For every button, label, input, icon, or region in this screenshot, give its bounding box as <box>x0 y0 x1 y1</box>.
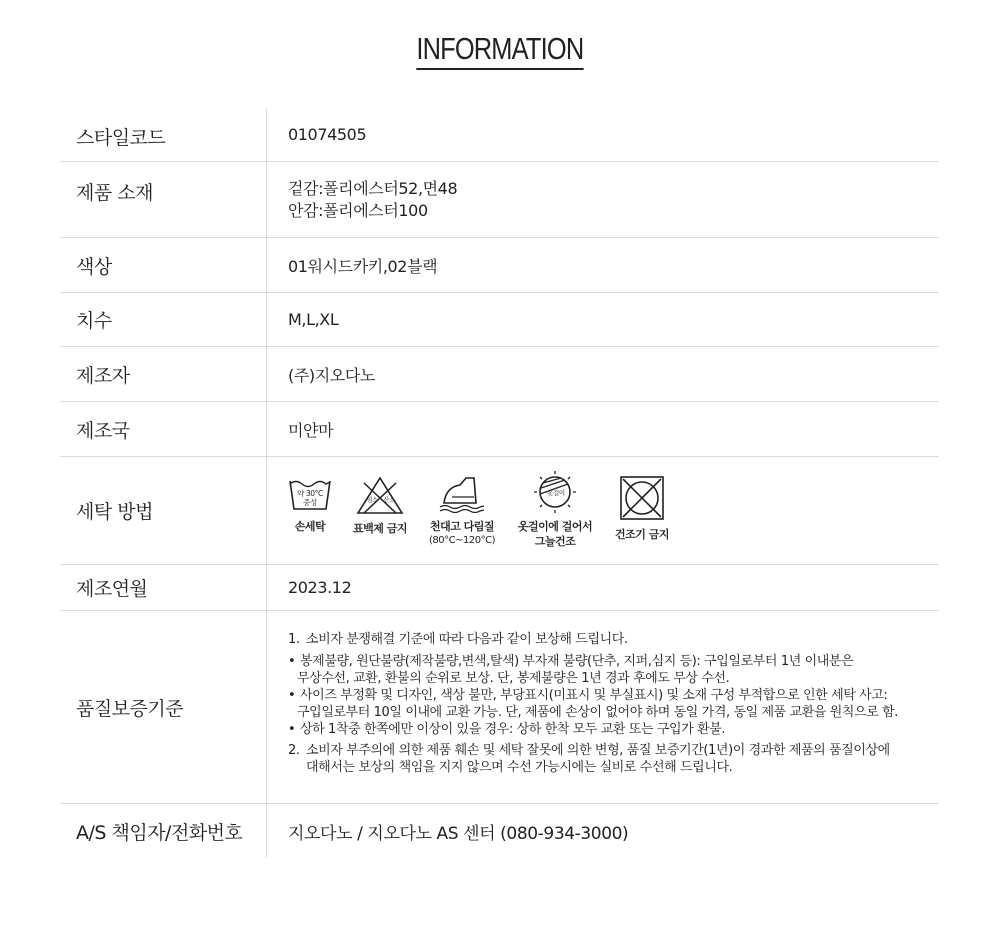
no-bleach-chlorine: 염소 <box>366 497 378 504</box>
page-title-wrap <box>0 30 1000 70</box>
quality-item-2 <box>288 742 890 759</box>
row-style-code <box>60 108 939 162</box>
iron-temp: (80°C~120°C) <box>429 535 495 546</box>
quality-bullet-1-line2: 무상수선, 교환, 환불의 순위로 보상. 단, 봉제불량은 1년 경과 후에도 무상 수선. <box>297 671 730 686</box>
value-color: 01워시드카키,02블랙 <box>288 256 438 276</box>
value-country: 미얀마 <box>288 420 334 440</box>
label-manufacturer: 제조자 <box>60 347 267 401</box>
care-no-tumble <box>611 475 673 542</box>
row-manufacturer <box>60 347 939 402</box>
iron-cloth-icon <box>438 475 486 513</box>
hang-dry-hanger-text: 옷걸이 <box>547 489 565 497</box>
hand-wash-detergent: 중성 <box>303 498 317 507</box>
quality-bullet-1-line1: 봉제불량, 원단불량(제작불량,변색,탈색) 부자재 불량(단추, 지퍼,심지 등): 구입일로부터 1년 이내분은 <box>300 654 854 669</box>
care-no-bleach <box>349 475 411 536</box>
page-title: INFORMATION <box>416 30 583 70</box>
value-material <box>267 162 939 237</box>
row-date <box>60 565 939 611</box>
value-style-code: 01074505 <box>288 125 367 144</box>
row-care <box>60 457 939 565</box>
value-manufacturer: (주)지오다노 <box>288 365 375 385</box>
hand-wash-icon <box>287 475 333 513</box>
material-outer: 겉감:폴리에스터52,면48 <box>288 179 458 198</box>
no-bleach-icon <box>355 475 405 515</box>
material-lining: 안감:폴리에스터100 <box>288 201 428 220</box>
quality-text-2-line2: 대해서는 보상의 책임을 지지 않으며 수선 가능시에는 실비로 수선해 드립니다. <box>306 760 733 775</box>
row-as <box>60 804 939 858</box>
care-hang-dry <box>513 471 597 549</box>
quality-num-1: 1. <box>288 632 300 647</box>
row-quality <box>60 611 939 804</box>
label-country: 제조국 <box>60 402 267 456</box>
label-quality: 품질보증기준 <box>60 611 267 803</box>
quality-bullet-2-line1: 사이즈 부정확 및 디자인, 색상 불만, 부당표시(미표시 및 부실표시) 및 소재 구성 부적합으로 인한 세탁 사고: <box>300 688 888 703</box>
info-table <box>60 108 939 858</box>
care-iron <box>425 475 499 548</box>
hang-dry-label-line2: 그늘건조 <box>534 535 576 548</box>
quality-bullet-3: • 상하 1착중 한쪽에만 이상이 있을 경우: 상하 한착 모두 교환 또는 구입가 환불. <box>288 722 726 737</box>
label-size: 치수 <box>60 293 267 346</box>
hand-wash-temp: 약 30°C <box>297 489 323 498</box>
iron-label: 천대고 다림질 <box>429 520 495 533</box>
no-bleach-label: 표백제 금지 <box>353 522 407 535</box>
hand-wash-label: 손세탁 <box>294 520 326 533</box>
hang-dry-label-line1: 옷걸이에 걸어서 <box>517 520 593 533</box>
quality-bullet-1: • 봉제불량, 원단불량(제작불량,변색,탈색) 부자재 불량(단추, 지퍼,심지 등): 구입일로부터 1년 이내분은 <box>288 654 854 669</box>
care-symbols <box>267 457 939 564</box>
hang-dry-label <box>518 519 592 549</box>
value-quality <box>267 611 939 803</box>
quality-text-2-line1: 소비자 부주의에 의한 제품 훼손 및 세탁 잘못에 의한 변형, 품질 보증기간(1년)이 경과한 제품의 품질이상에 <box>306 743 890 758</box>
no-tumble-label: 건조기 금지 <box>615 528 669 541</box>
value-as: 지오다노 / 지오다노 AS 센터 (080-934-3000) <box>288 823 629 844</box>
label-color: 색상 <box>60 238 267 292</box>
label-material: 제품 소재 <box>60 162 267 237</box>
label-style-code: 스타일코드 <box>60 108 267 161</box>
row-color <box>60 238 939 293</box>
value-date: 2023.12 <box>288 578 352 597</box>
quality-bullet-2: • 사이즈 부정확 및 디자인, 색상 불만, 부당표시(미표시 및 부실표시) 및 소재 구성 부적합으로 인한 세탁 사고: <box>288 688 888 703</box>
row-material <box>60 162 939 238</box>
care-hand-wash <box>285 475 335 534</box>
row-size <box>60 293 939 347</box>
no-bleach-oxygen: 산소 <box>383 497 395 504</box>
quality-bullet-2-line2: 구입일로부터 10일 이내에 교환 가능. 단, 제품에 손상이 없어야 하며 동일 가격, 동일 제품 교환을 원칙으로 함. <box>297 705 899 720</box>
quality-num-2: 2. <box>288 743 300 758</box>
label-as: A/S 책임자/전화번호 <box>60 804 267 858</box>
no-tumble-dry-icon <box>619 475 665 521</box>
row-country <box>60 402 939 457</box>
value-size: M,L,XL <box>288 310 339 329</box>
quality-bullet-3-text: 상하 1착중 한쪽에만 이상이 있을 경우: 상하 한착 모두 교환 또는 구입가 환불. <box>300 722 726 737</box>
label-care: 세탁 방법 <box>60 457 267 564</box>
label-date: 제조연월 <box>60 565 267 610</box>
quality-item-1 <box>288 631 628 648</box>
quality-text-1: 소비자 분쟁해결 기준에 따라 다음과 같이 보상해 드립니다. <box>306 632 628 647</box>
hang-dry-shade-icon <box>531 471 579 513</box>
